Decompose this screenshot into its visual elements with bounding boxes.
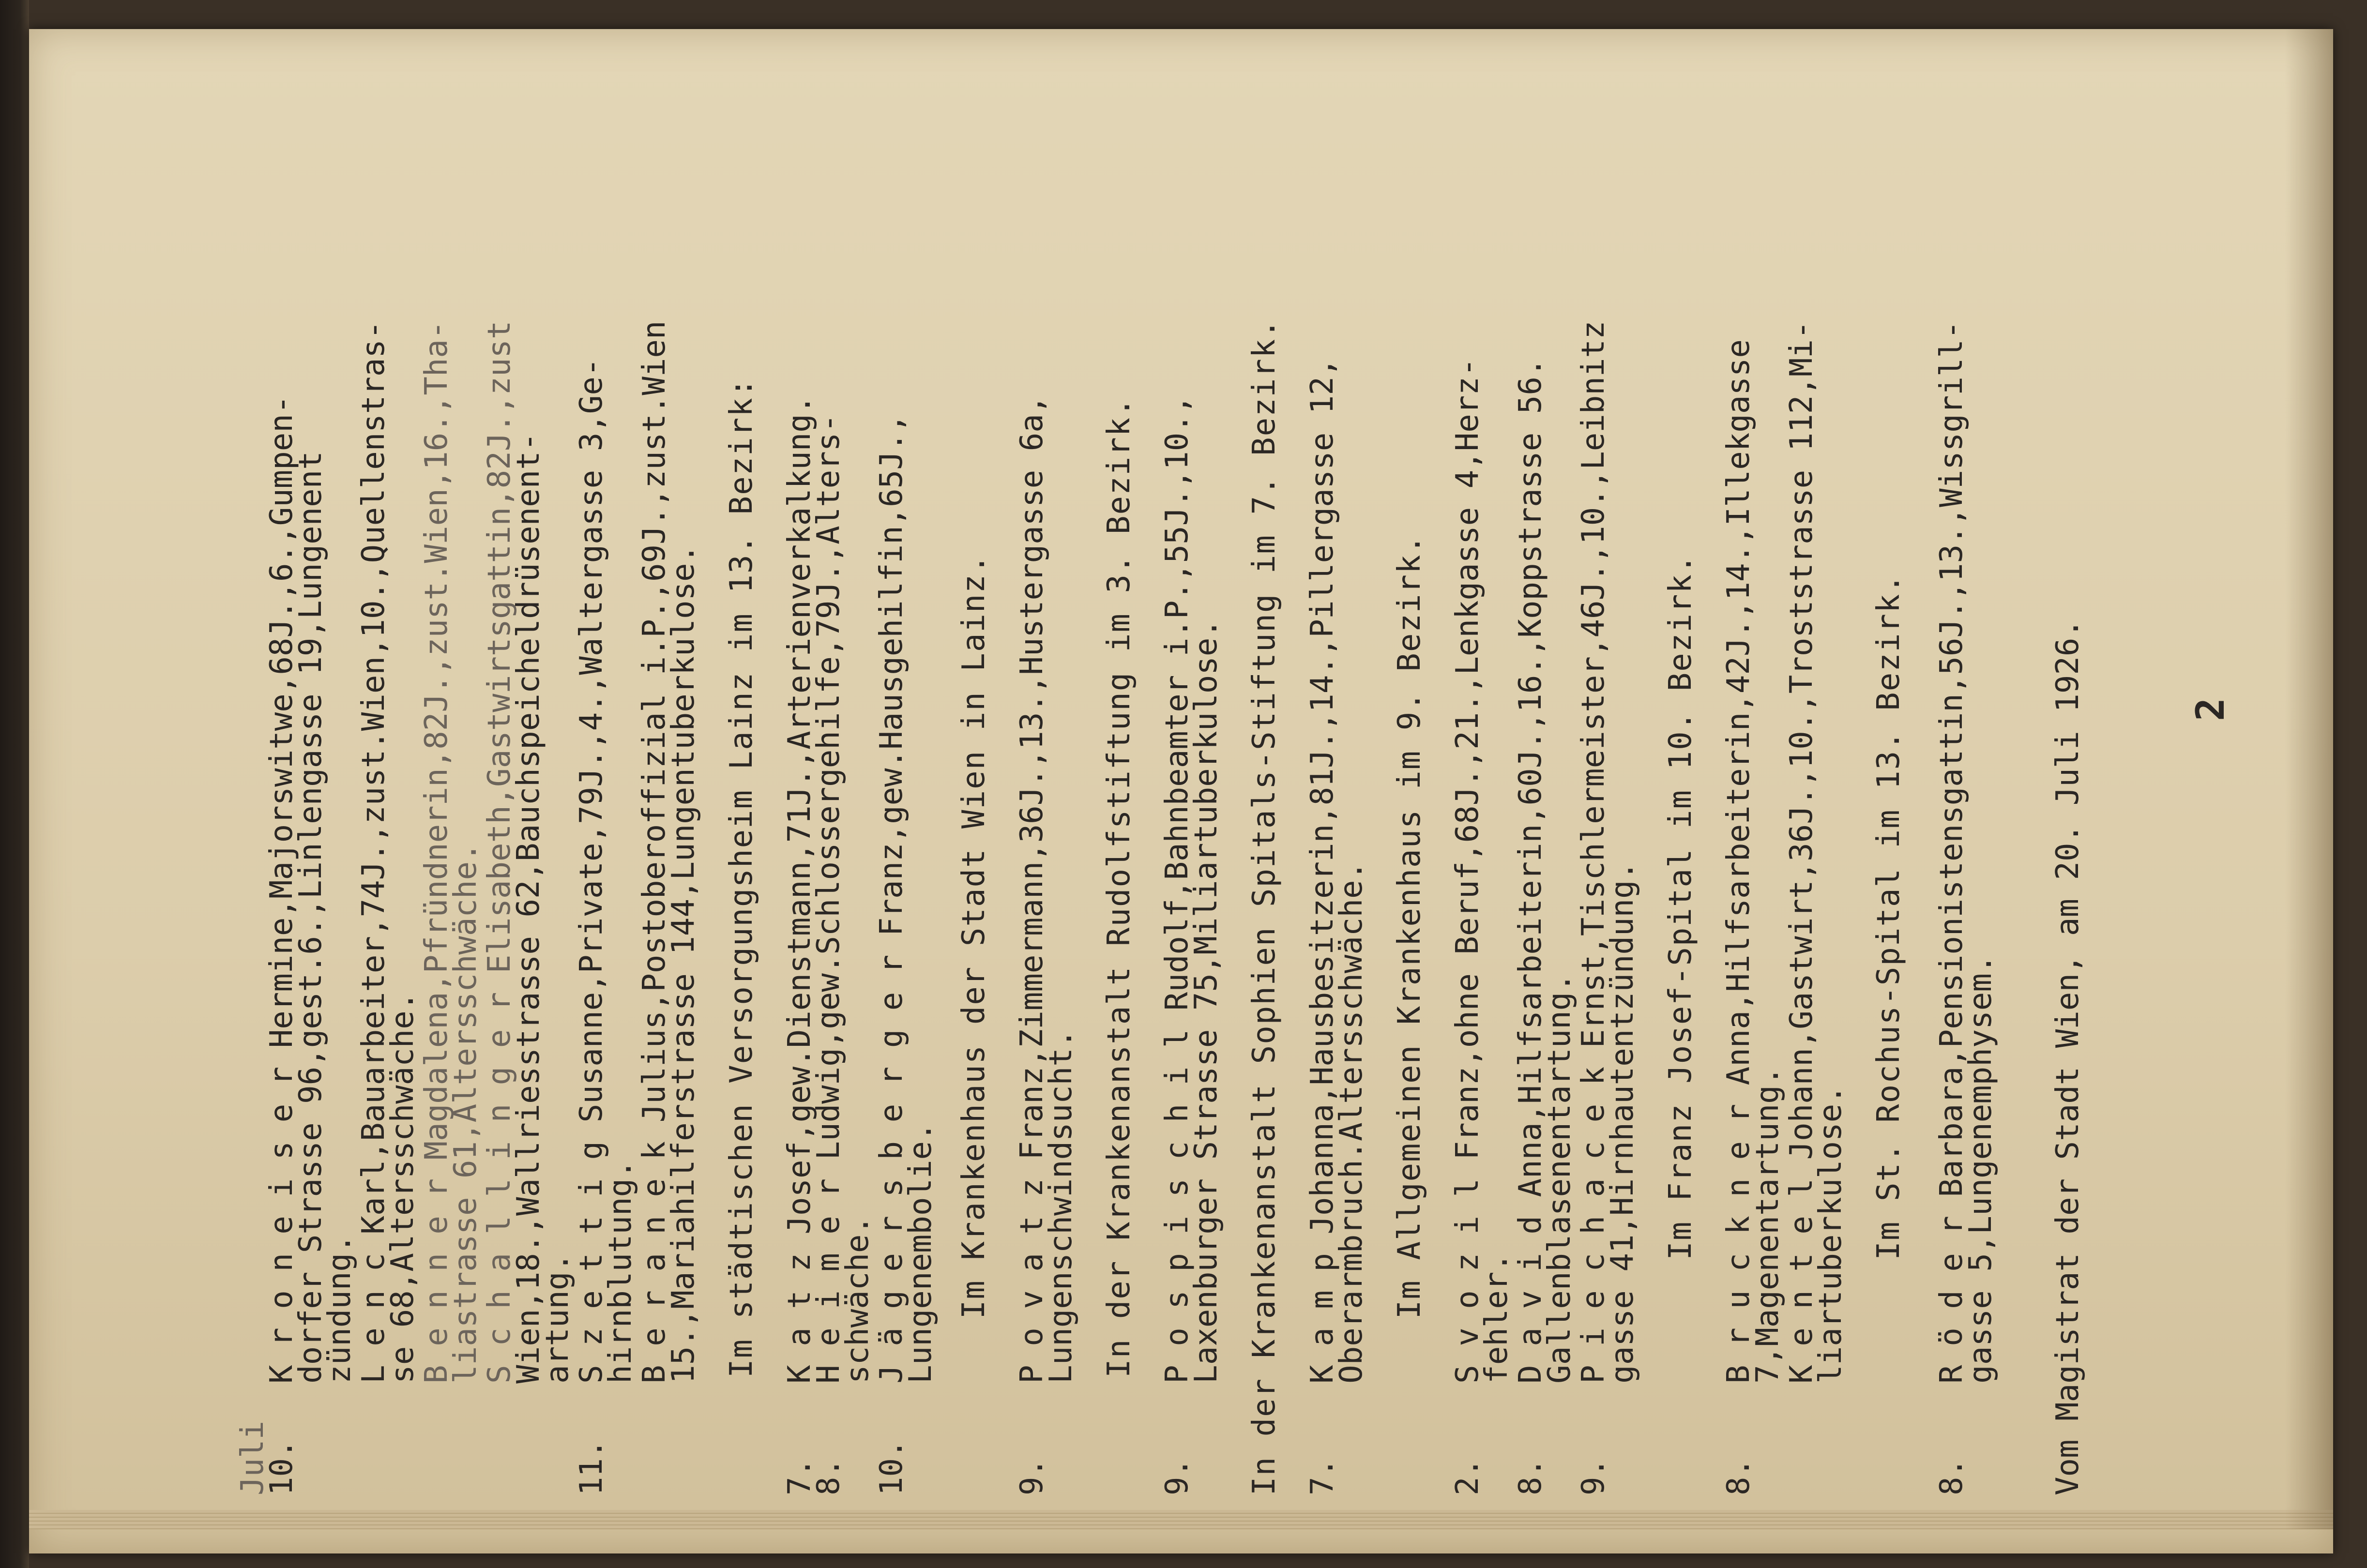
document-line: 8. B r u c k n e r Anna,Hilfsarbeiterin,42J.,14.,Illekgasse [1721, 339, 1757, 1495]
document-line: gasse 5,Lungenemphysem. [1963, 954, 1999, 1495]
document-line: liastrasse 61,Altersschwäche. [448, 843, 484, 1495]
document-line: Gallenblasenentartung. [1542, 973, 1578, 1495]
document-line: Oberarmbruch.Altersschwäche. [1334, 861, 1369, 1495]
page-stack-edge [29, 1510, 2333, 1529]
book-spine-edge [0, 0, 29, 1568]
document-line: B e r a n e k Julius,Postoberoffizial i.P.,69J.,zust.Wien [637, 320, 672, 1495]
document-line: zündung. [322, 1234, 358, 1495]
closing-line: Vom Magistrat der Stadt Wien, am 20. Juli 1926. [2050, 619, 2086, 1495]
document-line: 7. K a m p Johanna,Hausbesitzerin,81J.,14.,Pillergasse 12, [1305, 358, 1340, 1495]
document-line: 8. R ö d e r Barbara,Pensionistensgattin,56J.,13.,Wissgrill- [1934, 320, 1970, 1495]
document-line: 9. P i e c h a c e k Ernst,Tischlermeister,46J.,10.,Leibnitz [1576, 320, 1611, 1495]
document-line: 2. S v o z i l Franz,ohne Beruf,68J.,21.,Lenkgasse 4,Herz- [1450, 358, 1486, 1495]
document-line: Juli [235, 1420, 271, 1495]
document-line: fehler. [1479, 1253, 1515, 1495]
document-line: Wien,18.,Wallriesstrasse 62,Bauchspeicheldrüsenent- [511, 432, 546, 1495]
document-line: 11. S z e t t i g Susanne,Private,79J.,4.,Waltergasse 3,Ge- [574, 358, 609, 1495]
document-line: 7,Magenentartung. [1750, 1066, 1786, 1495]
document-line: schwäche. [840, 1216, 876, 1495]
document-line: liartuberkulose. [1813, 1085, 1849, 1495]
document-line: Lungenschwindsucht. [1043, 1029, 1079, 1495]
document-line: Laxenburger Strasse 75,Miliartuberkulose. [1188, 619, 1224, 1495]
document-line: B e n n e r Magdalena,Pfründnerin,82J.,zust.Wien,16.,Tha- [419, 320, 455, 1495]
section-heading: Im städtischen Versorgungsheim Lainz im 13. Bezirk: [724, 377, 759, 1495]
document-line: dorfer Strasse 96,gest.6.,Linlengasse 19,Lungenent [293, 451, 329, 1495]
document-line: 9. P o v a t z Franz,Zimmermann,36J.,13.,Hustergasse 6a, [1014, 395, 1050, 1495]
section-heading: Im Krankenhaus der Stadt Wien in Lainz. [956, 554, 992, 1495]
document-line: se 68,Altersschwäche. [385, 992, 421, 1495]
document-line: 9. P o s p i s c h i l Rudolf,Bahnbeamter i.P.,55J.,10., [1159, 395, 1195, 1495]
document-line: 8. H e i m e r Ludwig,gew.Schlossergehilfe,79J.,Alters- [811, 414, 847, 1495]
section-heading: Im St. Rochus-Spital im 13. Bezirk. [1871, 573, 1907, 1495]
document-line: K e n t e l Johann,Gastwirt,36J.,10.,Troststrasse 112,Mi- [1784, 320, 1820, 1495]
section-heading: Im Allgemeinen Krankenhaus im 9. Bezirk. [1392, 534, 1427, 1495]
document-line: S c h a l l i n g e r Elisabeth,Gastwirtsgattin,82J.,zust [482, 320, 517, 1495]
page-number: 2 [2188, 697, 2233, 721]
section-heading: Im Franz Josef-Spital im 10. Bezirk. [1663, 554, 1699, 1495]
document-line: 7. K a t z Josef,gew.Dienstmann,71J.,Arterienverkalkung. [782, 395, 818, 1495]
document-line: 15.,Mariahilferstrasse 144,Lungentuberkulose. [666, 544, 701, 1495]
document-line: 10. J ä g e r s b e r g e r Franz,gew.Hausgehilfin,65J., [874, 414, 910, 1495]
document-line: Lungenembolie. [903, 1122, 939, 1495]
document-text-block [68, 24, 2294, 1495]
section-heading: In der Krankenanstalt Sophien Spitals-Stiftung im 7. Bezirk. [1246, 318, 1282, 1495]
document-line: hirnblutung. [603, 1160, 638, 1495]
document-line: L e n c Karl,Bauarbeiter,74J.,zust.Wien,10.,Quellenstras- [356, 320, 392, 1495]
document-line: 8. D a v i d Anna,Hilfsarbeiterin,60J.,16.,Koppstrasse 56. [1513, 358, 1548, 1495]
section-heading: In der Krankenanstalt Rudolfstiftung im 3. Bezirk. [1101, 397, 1137, 1495]
document-line: gasse 41,Hirnhautentzündung. [1605, 861, 1640, 1495]
document-line: 10. K r o n e i s e r Hermine,Majorswitwe,68J.,6.,Gumpen- [264, 395, 300, 1495]
document-line: artung. [540, 1253, 576, 1495]
